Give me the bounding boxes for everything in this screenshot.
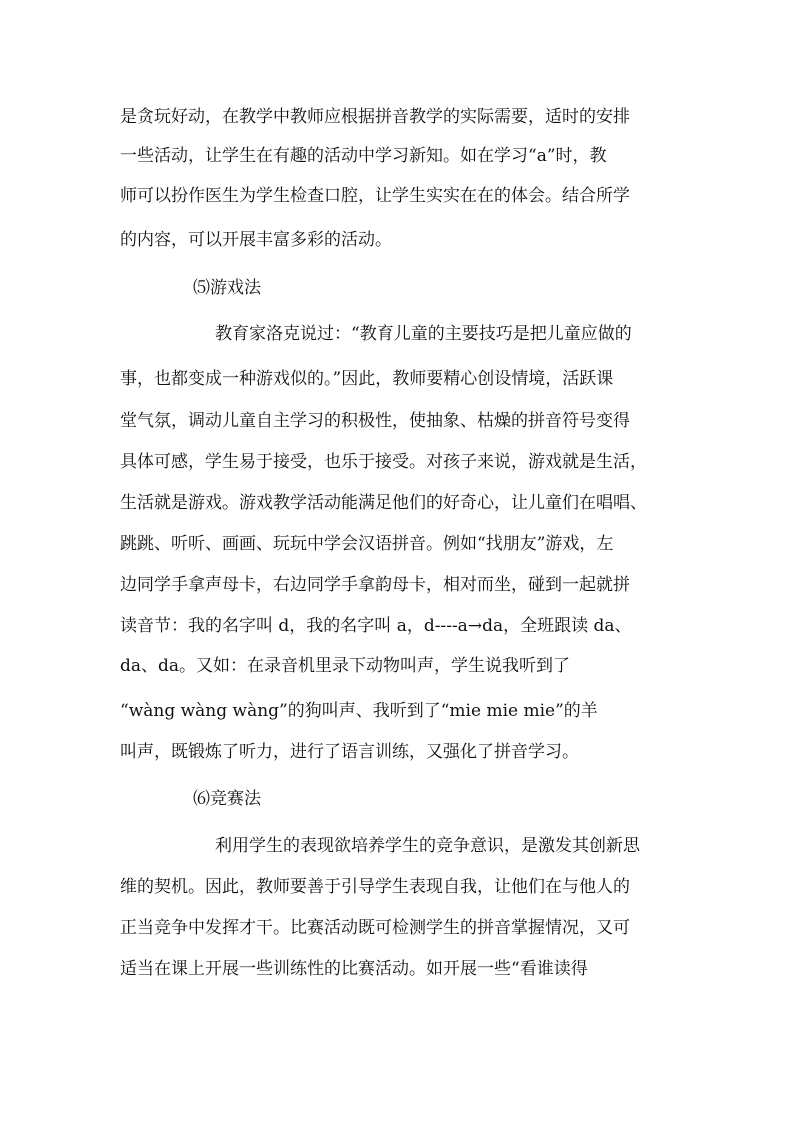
paragraph-line: 边同学手拿声母卡，右边同学手拿韵母卡，相对而坐，碰到一起就拼 xyxy=(120,575,630,595)
paragraph-line: 师可以扮作医生为学生检查口腔，让学生实实在在的体会。结合所学 xyxy=(120,186,630,206)
paragraph-line: 利用学生的表现欲培养学生的竞争意识，是激发其创新思 xyxy=(215,836,640,856)
section-heading-game-method: ⑸游戏法 xyxy=(193,278,261,298)
paragraph-line: da、da。又如：在录音机里录下动物叫声，学生说我听到了 xyxy=(120,656,571,676)
paragraph-line: 适当在课上开展一些训练性的比赛活动。如开展一些“看谁读得 xyxy=(120,959,588,979)
paragraph-line: 教育家洛克说过：“教育儿童的主要技巧是把儿童应做的 xyxy=(215,324,632,344)
paragraph-line: 维的契机。因此，教师要善于引导学生表现自我，让他们在与他人的 xyxy=(120,877,630,897)
paragraph-line: 事，也都变成一种游戏似的。”因此，教师要精心创设情境，活跃课 xyxy=(120,369,614,389)
paragraph-line: 具体可感，学生易于接受，也乐于接受。对孩子来说，游戏就是生活， xyxy=(120,452,647,472)
section-heading-competition-method: ⑹竞赛法 xyxy=(193,789,261,809)
paragraph-line: 是贪玩好动，在教学中教师应根据拼音教学的实际需要，适时的安排 xyxy=(120,107,630,127)
paragraph-line: 的内容，可以开展丰富多彩的活动。 xyxy=(120,230,392,250)
paragraph-line: 正当竞争中发挥才干。比赛活动既可检测学生的拼音掌握情况，又可 xyxy=(120,918,630,938)
paragraph-line: 堂气氛，调动儿童自主学习的积极性，使抽象、枯燥的拼音符号变得 xyxy=(120,411,630,431)
paragraph-line: 跳跳、听听、画画、玩玩中学会汉语拼音。例如“找朋友”游戏，左 xyxy=(120,534,614,554)
paragraph-line: 读音节：我的名字叫 d，我的名字叫 a，d----a→da，全班跟读 da、 xyxy=(120,616,632,636)
paragraph-line: 一些活动，让学生在有趣的活动中学习新知。如在学习“a”时，教 xyxy=(120,146,607,166)
paragraph-line: 生活就是游戏。游戏教学活动能满足他们的好奇心，让儿童们在唱唱、 xyxy=(120,493,647,513)
paragraph-line: 叫声，既锻炼了听力，进行了语言训练，又强化了拼音学习。 xyxy=(120,742,579,762)
paragraph-line: “wàng wàng wàng”的狗叫声、我听到了“mie mie mie”的羊 xyxy=(120,701,598,721)
